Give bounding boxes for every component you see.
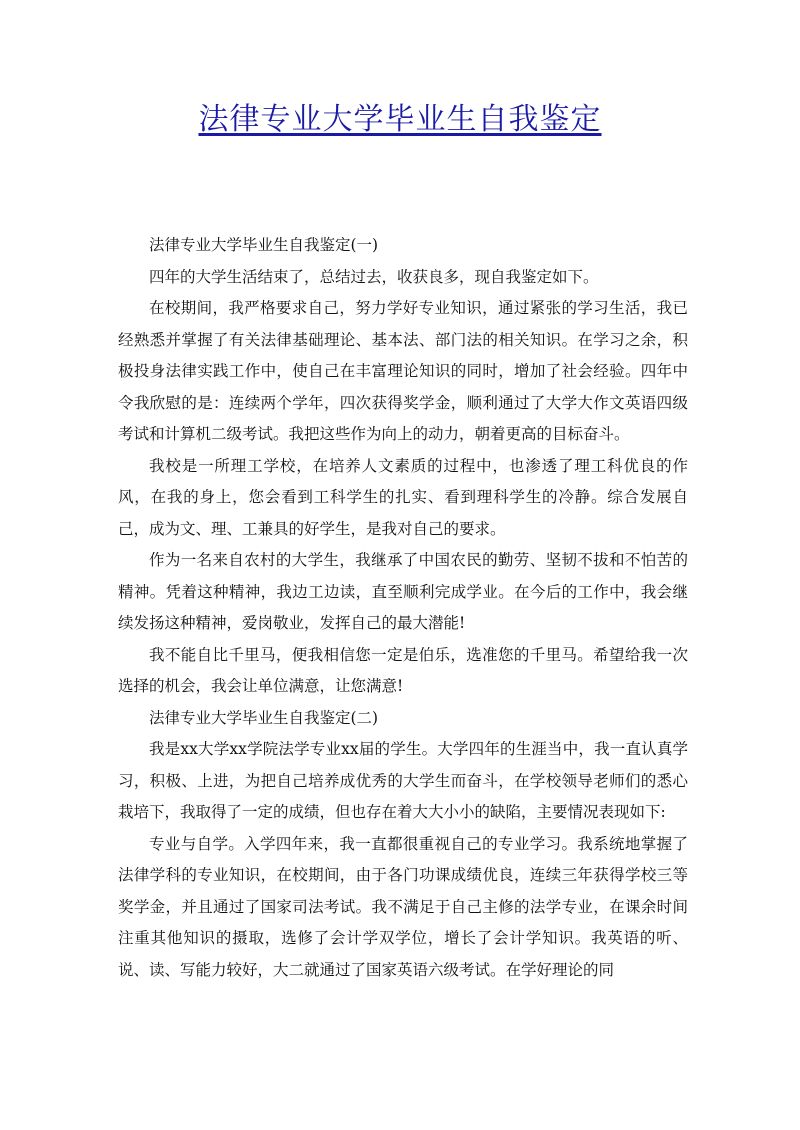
paragraph: 我不能自比千里马，便我相信您一定是伯乐，选准您的千里马。希望给我一次选择的机会，我会让单位满意，让您满意! xyxy=(118,645,688,695)
paragraph: 作为一名来自农村的大学生，我继承了中国农民的勤劳、坚韧不拔和不怕苦的精神。凭着这种精神，我边工边读，直至顺利完成学业。在今后的工作中，我会继续发扬这种精神，爱岗敬业，发挥自己的最大潜能! xyxy=(118,551,688,632)
document-body xyxy=(118,230,688,986)
paragraph: 在校期间，我严格要求自己，努力学好专业知识，通过紧张的学习生活，我已经熟悉并掌握了有关法律基础理论、基本法、部门法的相关知识。在学习之余，积极投身法律实践工作中，使自己在丰富理论知识的同时，增加了社会经验。四年中令我欣慰的是：连续两个学年，四次获得奖学金，顺利通过了大学大作文英语四级考试和计算机二级考试。我把这些作为向上的动力，朝着更高的目标奋斗。 xyxy=(118,299,688,443)
section-heading-2: 法律专业大学毕业生自我鉴定(二) xyxy=(149,708,379,727)
paragraph: 四年的大学生活结束了，总结过去，收获良多，现自我鉴定如下。 xyxy=(149,267,599,286)
document-title-link[interactable]: 法律专业大学毕业生自我鉴定 xyxy=(198,102,602,137)
paragraph: 专业与自学。入学四年来，我一直都很重视自己的专业学习。我系统地掌握了法律学科的专业知识，在校期间，由于各门功课成绩优良，连续三年获得学校三等奖学金，并且通过了国家司法考试。我不满足于自己主修的法学专业，在课余时间注重其他知识的摄取，选修了会计学双学位，增长了会计学知识。我英语的听、说、读、写能力较好，大二就通过了国家英语六级考试。在学好理论的同 xyxy=(118,834,688,979)
paragraph: 我是xx大学xx学院法学专业xx届的学生。大学四年的生涯当中，我一直认真学习，积极、上进，为把自己培养成优秀的大学生而奋斗，在学校领导老师们的悉心栽培下，我取得了一定的成绩，但也存在着大大小小的缺陷，主要情况表现如下: xyxy=(118,740,688,821)
paragraph: 我校是一所理工学校，在培养人文素质的过程中，也渗透了理工科优良的作风，在我的身上，您会看到工科学生的扎实、看到理科学生的冷静。综合发展自己，成为文、理、工兼具的好学生，是我对自己的要求。 xyxy=(118,456,688,538)
section-heading-1: 法律专业大学毕业生自我鉴定(一) xyxy=(149,236,379,254)
